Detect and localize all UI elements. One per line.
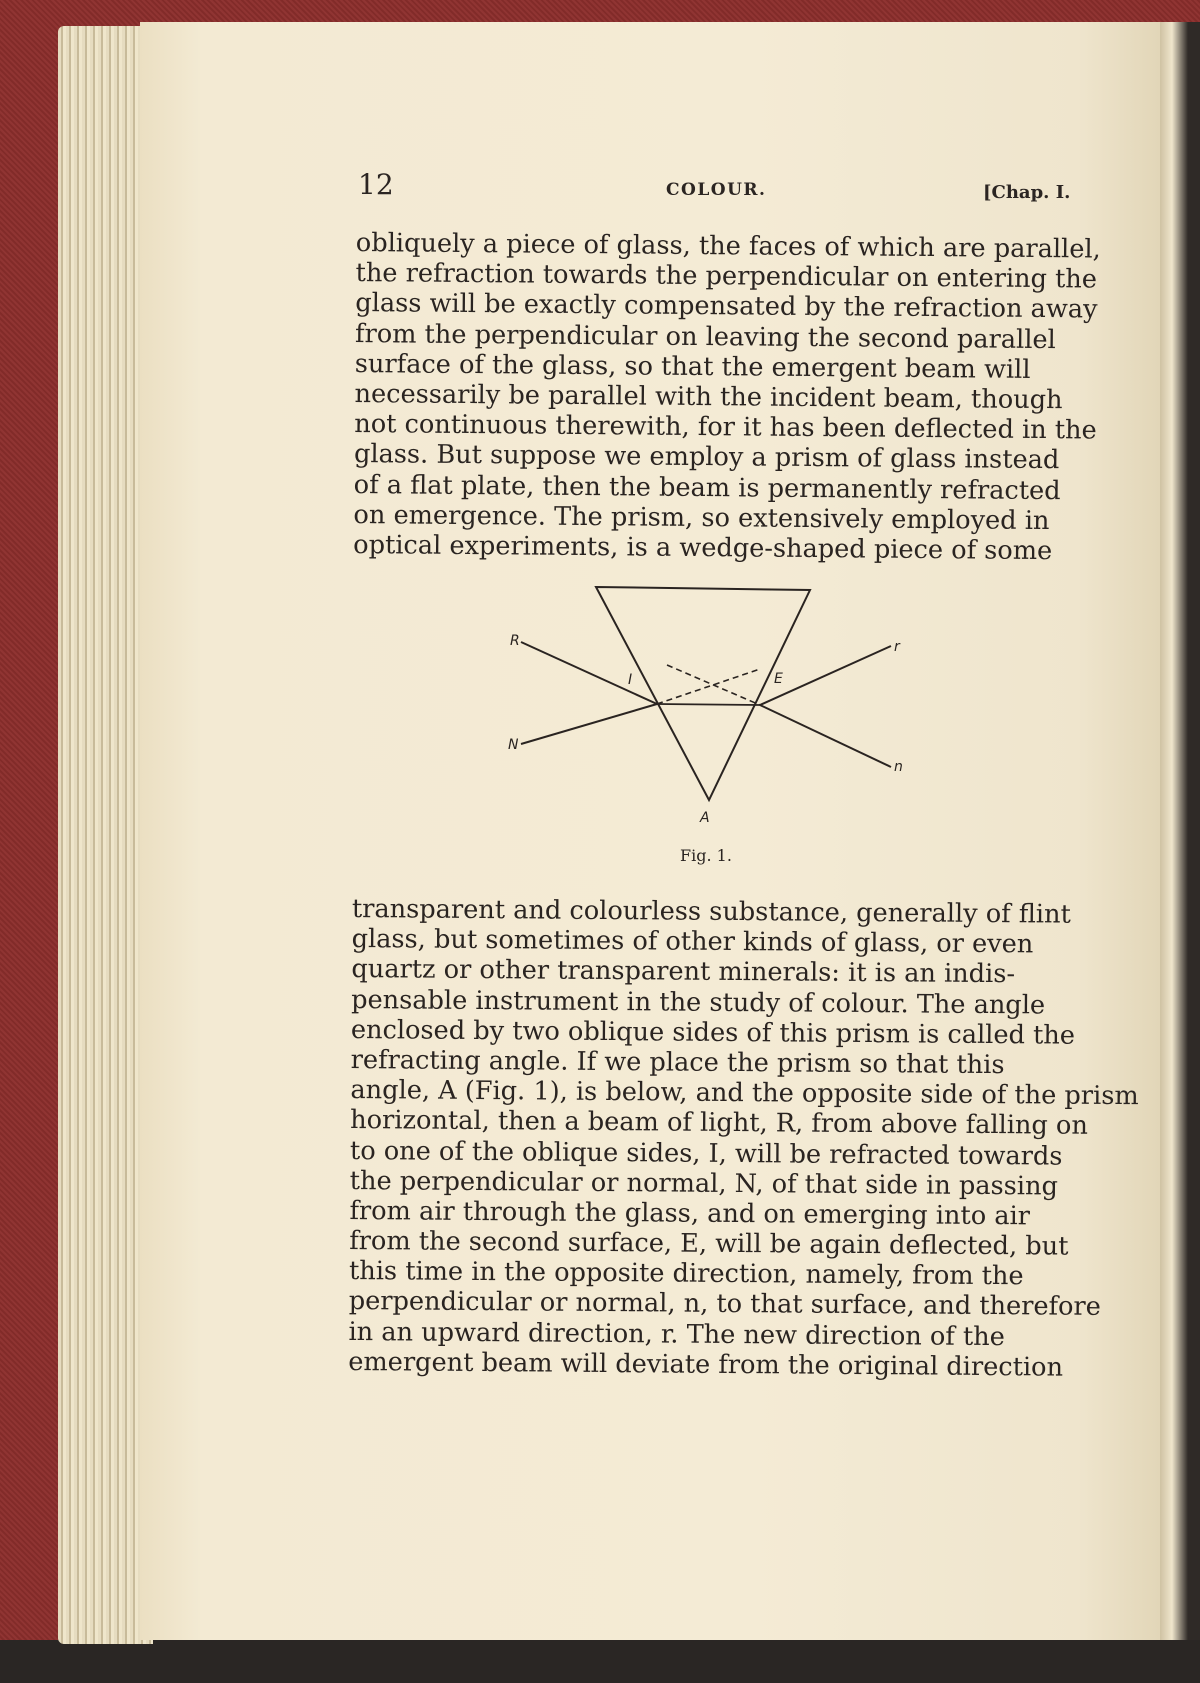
- running-title: COLOUR.: [666, 180, 767, 200]
- text-line: the perpendicular or normal, N, of that side in passing: [349, 1165, 1059, 1202]
- dashed-normal-2: [667, 665, 760, 705]
- label-r-lower: r: [894, 639, 900, 655]
- text-line: this time in the opposite direction, namely, from the: [348, 1256, 1024, 1292]
- text-line: angle, A (Fig. 1), is below, and the opposite side of the prism: [350, 1075, 1139, 1112]
- text-line: to one of the oblique sides, I, will be refracted towards: [349, 1135, 1063, 1172]
- paragraph-1: [353, 228, 1101, 566]
- text-line: not continuous therewith, for it has been deflected in the: [354, 409, 1097, 446]
- text-line: the refraction towards the perpendicular on entering the: [355, 258, 1098, 295]
- text-line: pensable instrument in the study of colour. The angle: [351, 984, 1046, 1021]
- prism-figure: [492, 575, 932, 875]
- text-line: from the second surface, E, will be again deflected, but: [349, 1226, 1069, 1262]
- text-line: in an upward direction, r. The new direction of the: [348, 1316, 1005, 1352]
- text-line: from air through the glass, and on emerging into air: [349, 1195, 1031, 1232]
- background-shadow: [0, 1640, 1200, 1683]
- label-a: A: [700, 810, 710, 826]
- text-line: horizontal, then a beam of light, R, from above falling on: [350, 1105, 1088, 1142]
- normal-n-incident: [521, 704, 657, 744]
- label-r-upper: R: [510, 633, 520, 649]
- text-line: transparent and colourless substance, generally of flint: [351, 894, 1071, 930]
- page-header: [358, 168, 1074, 208]
- normal-n-emergent: [760, 705, 891, 767]
- text-line: quartz or other transparent minerals: it is an indis-: [351, 954, 1016, 990]
- label-e: E: [774, 671, 783, 687]
- incident-ray: [521, 642, 657, 704]
- prism-inner-edge: [657, 704, 760, 705]
- text-line: from the perpendicular on leaving the second parallel: [354, 318, 1056, 355]
- text-line: glass, but sometimes of other kinds of glass, or even: [351, 924, 1034, 960]
- label-i: I: [628, 672, 633, 688]
- paragraph-2: [348, 894, 1139, 1383]
- text-line: perpendicular or normal, n, to that surface, and therefore: [348, 1286, 1101, 1323]
- text-line: optical experiments, is a wedge-shaped piece of some: [353, 529, 1053, 566]
- chapter-mark: [Chap. I.: [983, 182, 1071, 203]
- text-line: refracting angle. If we place the prism so that this: [350, 1044, 1005, 1081]
- page-edges: [58, 26, 153, 1644]
- text-line: enclosed by two oblique sides of this prism is called the: [350, 1014, 1076, 1051]
- text-line: emergent beam will deviate from the original direction: [348, 1346, 1064, 1383]
- text-line: of a flat plate, then the beam is permanently refracted: [353, 469, 1061, 506]
- figure-caption: Fig. 1.: [680, 846, 732, 865]
- label-n-upper: N: [508, 737, 519, 753]
- text-line: necessarily be parallel with the incident beam, though: [354, 378, 1063, 416]
- prism-diagram: [492, 575, 932, 875]
- text-line: surface of the glass, so that the emergent beam will: [354, 348, 1031, 385]
- label-n-lower: n: [894, 759, 903, 775]
- text-line: obliquely a piece of glass, the faces of which are parallel,: [355, 228, 1101, 265]
- text-line: glass. But suppose we employ a prism of glass instead: [353, 439, 1060, 476]
- prism-triangle: [596, 587, 810, 800]
- text-line: on emergence. The prism, so extensively employed in: [353, 499, 1050, 536]
- page-number: 12: [358, 168, 394, 201]
- text-line: glass will be exactly compensated by the refraction away: [355, 288, 1098, 325]
- gutter-edge: [1160, 22, 1200, 1640]
